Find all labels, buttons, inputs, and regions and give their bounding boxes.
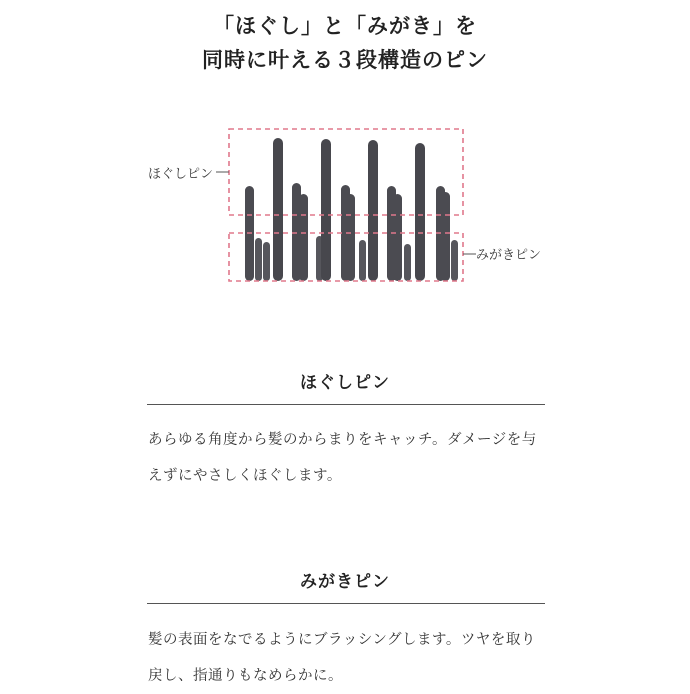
pin [263, 242, 270, 281]
pin [346, 194, 355, 281]
headline-line-2: 同時に叶える３段構造のピン [202, 47, 488, 72]
pin [255, 238, 262, 281]
section-migaki-description: 髪の表面をなでるようにブラッシングします。ツヤを取り戻し、指通りもなめらかに。 [148, 632, 536, 684]
section-migaki-divider [147, 603, 545, 604]
section-migaki-title: みがきピン [300, 572, 390, 592]
migaki-pin-label: みがきピン [476, 248, 542, 263]
pin-diagram [0, 0, 690, 300]
pin [321, 139, 331, 281]
pins-back-tier [255, 236, 458, 281]
section-hogushi-divider [147, 404, 545, 405]
section-hogushi-title: ほぐしピン [300, 373, 390, 393]
pin [404, 244, 411, 281]
pin [368, 140, 378, 281]
pin [359, 240, 366, 281]
pin [273, 138, 283, 281]
section-hogushi-description: あらゆる角度から髪のからまりをキャッチ。ダメージを与えずにやさしくほぐします。 [148, 432, 537, 484]
pin [299, 194, 308, 281]
pin [393, 194, 402, 281]
pin [441, 192, 450, 281]
pin [451, 240, 458, 281]
headline-line-1: 「ほぐし」と「みがき」を [213, 13, 477, 38]
hogushi-pin-label: ほぐしピン [148, 167, 214, 182]
pin [415, 143, 425, 281]
